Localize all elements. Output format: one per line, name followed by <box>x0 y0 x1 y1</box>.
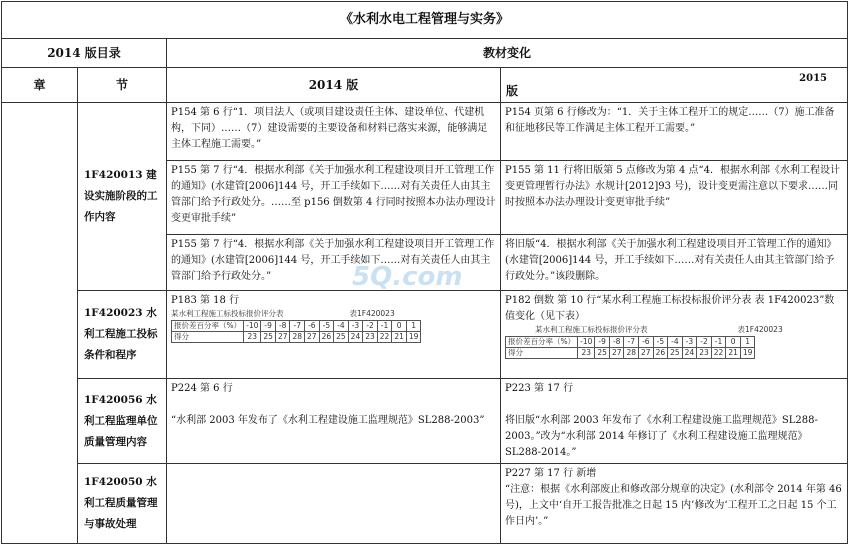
mini-cell: 27 <box>305 332 320 343</box>
mini-cell: -3 <box>348 321 363 332</box>
mini-cell: -4 <box>334 321 349 332</box>
change-old-text: “水利部 2003 年发布了《水利工程建设施工监理规范》SL288-2003” <box>171 415 485 426</box>
section-label: 1F420050 水利工程质量管理与事故处理 <box>78 464 167 544</box>
header-2015-ban: 版 <box>506 84 519 98</box>
change-new-cell <box>501 379 848 464</box>
score-table-old <box>171 320 421 343</box>
mini-cell: -10 <box>578 337 595 348</box>
change-new-text: 将旧版“4．根据水利部《关于加强水利工程建设项目开工管理工作的通知》(水建管[2006]144 号，开工手续如下……对有关责任人由其主管部门给予行政处分。”该段删除。 <box>501 235 848 291</box>
change-new-text: “注意：根据《水利部废止和修改部分规章的决定》(水利部令 2014 年第 46 号)，上文中‘自开工报告批准之日起 15 内’修改为‘工程开工之日起 15 个工作日内’。” <box>505 484 842 527</box>
mini-cell: 27 <box>275 332 290 343</box>
mini-cell: -7 <box>290 321 305 332</box>
header-section: 节 <box>78 68 167 103</box>
mini-cell: 27 <box>609 348 624 359</box>
document-title: 《水利水电工程管理与实务》 <box>2 2 848 39</box>
mini-table-caption <box>171 309 496 318</box>
mini-cell: -8 <box>275 321 290 332</box>
mini-cell: 22 <box>377 332 392 343</box>
mini-cell: 27 <box>639 348 654 359</box>
change-new-text: P154 页第 6 行修改为：“1．关于主体工程开工的规定……（7）施工准备和征地移民等工作满足主体工程开工需要。” <box>501 103 848 161</box>
section-label: 1F420056 水利工程监理单位质量管理内容 <box>78 379 167 464</box>
change-old-text: P154 第 6 行“1．项目法人（或项目建设责任主体、建设单位、代建机构，下同）……（7）建设需要的主要设备和材料已落实来源，能够满足主体工程施工需要。” <box>167 103 501 161</box>
watermark-logo: 5Q.com <box>352 262 463 292</box>
chapter-cell <box>2 103 78 544</box>
mini-cell: 23 <box>244 332 261 343</box>
mini-cell: 26 <box>319 332 334 343</box>
mini-cell: -7 <box>624 337 639 348</box>
mini-cell: 23 <box>578 348 595 359</box>
change-new-text: P155 第 11 行将旧版第 5 点修改为第 4 点“4．根据水利部《水利工程设计变更管理暂行办法》水规计[2012]93 号)，设计变更需注意以下要求……同时按照本办法办理设计变更审批手续” <box>501 161 848 235</box>
mini-cell: -1 <box>711 337 726 348</box>
mini-cell: -4 <box>668 337 683 348</box>
mini-cell: 28 <box>290 332 305 343</box>
mini-cell: -1 <box>377 321 392 332</box>
header-directory-2014: 2014 版目录 <box>2 39 167 68</box>
mini-cell: -5 <box>653 337 668 348</box>
header-chapter: 章 <box>2 68 78 103</box>
change-new-cell <box>501 464 848 544</box>
change-old-text: P183 第 18 行 <box>171 295 240 306</box>
header-version-2015 <box>501 68 848 103</box>
change-old-text: P155 第 7 行“4．根据水利部《关于加强水利工程建设项目开工管理工作的通知》(水建管[2006]144 号，开工手续如下……对有关责任人由其主管部门给予行政处分。” <box>167 235 501 291</box>
header-version-2014: 2014 版 <box>167 68 501 103</box>
mini-cell: 23 <box>363 332 378 343</box>
mini-cell: -6 <box>305 321 320 332</box>
mini-cell: 1 <box>406 321 421 332</box>
mini-table-number: 表1F420023 <box>737 325 783 334</box>
mini-cell: -3 <box>682 337 697 348</box>
change-new-text: P223 第 17 行 <box>505 383 574 394</box>
change-old-cell <box>167 464 501 544</box>
mini-row-label: 报价差百分率（%） <box>172 321 244 332</box>
header-changes: 教材变化 <box>167 39 848 68</box>
mini-cell: -10 <box>244 321 261 332</box>
change-old-text: P155 第 7 行“4．根据水利部《关于加强水利工程建设项目开工管理工作的通知》(水建管[2006]144 号，开工手续如下……对有关责任人由其主管部门给予行政处分。……至 p156 倒数第 4 行同时按照本办法办理设计变更审批手续” <box>167 161 501 235</box>
mini-caption-text: 某水利工程施工标投标报价评分表 <box>535 325 648 334</box>
mini-cell: -8 <box>609 337 624 348</box>
mini-row-label: 报价差百分率（%） <box>506 337 578 348</box>
mini-row-label: 得分 <box>506 348 578 359</box>
mini-cell: 21 <box>392 332 407 343</box>
mini-cell: 24 <box>682 348 697 359</box>
mini-cell: -5 <box>319 321 334 332</box>
mini-cell: -2 <box>363 321 378 332</box>
mini-cell: 23 <box>697 348 712 359</box>
mini-cell: 19 <box>406 332 421 343</box>
mini-cell: 25 <box>668 348 683 359</box>
mini-cell: 21 <box>726 348 741 359</box>
mini-cell: 19 <box>740 348 755 359</box>
score-table-new <box>505 336 755 359</box>
change-new-text: P182 倒数 第 10 行“某水利工程施工标投标报价评分表 表 1F420023”数值变化（见下表） <box>505 295 835 322</box>
change-new-text: 将旧版“水利部 2003 年发布了《水利工程建设施工监理规范》SL288-2003。”改为“水利部 2014 年修订了《水利工程建设施工监理规范》SL288-2014。” <box>505 415 818 458</box>
mini-caption-text: 某水利工程施工标投标报价评分表 <box>171 309 284 318</box>
mini-cell: 1 <box>740 337 755 348</box>
mini-table-caption <box>535 325 843 334</box>
mini-row-label: 得分 <box>172 332 244 343</box>
mini-cell: 22 <box>711 348 726 359</box>
mini-cell: 25 <box>261 332 276 343</box>
mini-cell: 24 <box>348 332 363 343</box>
mini-cell: -9 <box>595 337 610 348</box>
mini-cell: 26 <box>653 348 668 359</box>
mini-cell: 0 <box>726 337 741 348</box>
change-new-cell <box>501 291 848 379</box>
mini-cell: 28 <box>624 348 639 359</box>
change-old-cell <box>167 379 501 464</box>
mini-cell: -9 <box>261 321 276 332</box>
mini-cell: -6 <box>639 337 654 348</box>
change-old-cell <box>167 291 501 379</box>
section-label: 1F420023 水利工程施工投标条件和程序 <box>78 291 167 379</box>
mini-table-number: 表1F420023 <box>349 309 395 318</box>
section-label: 1F420013 建设实施阶段的工作内容 <box>78 103 167 291</box>
mini-cell: -2 <box>697 337 712 348</box>
change-new-text: P227 第 17 行 新增 <box>505 468 597 479</box>
header-2015-year: 2015 <box>799 73 828 84</box>
mini-cell: 0 <box>392 321 407 332</box>
mini-cell: 25 <box>595 348 610 359</box>
change-old-text: P224 第 6 行 <box>171 383 233 394</box>
mini-cell: 25 <box>334 332 349 343</box>
